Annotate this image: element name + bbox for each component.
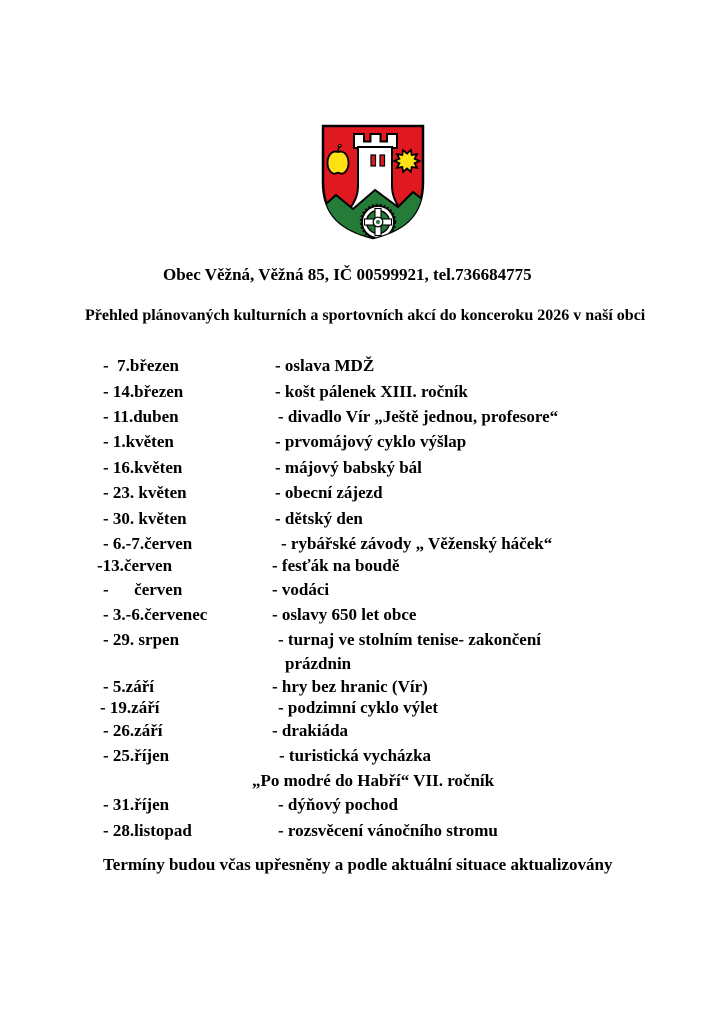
event-date: - červen [103,580,183,599]
event-row [0,457,724,478]
event-description: - obecní zájezd [275,483,383,502]
page-title: Přehled plánovaných kulturních a sportovních akcí do konceroku 2026 v naší obci [85,307,646,324]
event-row [0,533,724,554]
event-description: - májový babský bál [275,458,422,477]
footer-note: Termíny budou včas upřesněny a podle aktuální situace aktualizovány [103,855,613,874]
event-row [0,355,724,376]
municipal-coat-of-arms [318,122,428,240]
event-row [0,381,724,402]
event-row [0,745,724,766]
event-row [0,555,724,576]
event-row [0,604,724,625]
event-description: - fesťák na boudě [272,556,400,575]
event-date: - 19.září [100,698,160,717]
event-row [0,579,724,600]
event-row [0,406,724,427]
event-description: - prvomájový cyklo výšlap [275,432,467,451]
event-date: - 1.květen [103,432,174,451]
event-row [0,431,724,452]
event-row-continuation [0,653,724,674]
event-date: - 5.září [103,677,154,696]
event-description: - turnaj ve stolním tenise- zakončení [278,630,542,649]
event-date: - 16.květen [103,458,183,477]
event-date: - 23. květen [103,483,187,502]
event-description: - drakiáda [272,721,349,740]
event-date: - 6.-7.červen [103,534,193,553]
event-description: - divadlo Vír „Ještě jednou, profesore“ [278,407,559,426]
event-description: - rozsvěcení vánočního stromu [278,821,498,840]
event-row-continuation [0,770,724,791]
event-date: - 7.březen [103,356,180,375]
event-description: - vodáci [272,580,330,599]
event-row [0,794,724,815]
event-date: -13.červen [97,556,173,575]
event-description: prázdnin [285,654,352,673]
event-description: - dětský den [275,509,363,528]
event-row [0,629,724,650]
header-line: Obec Věžná, Věžná 85, IČ 00599921, tel.736684775 [163,265,532,284]
event-row [0,720,724,741]
event-description: - rybářské závody „ Věženský háček“ [281,534,553,553]
event-date: - 25.říjen [103,746,170,765]
event-date: - 31.říjen [103,795,170,814]
event-description: - dýňový pochod [278,795,398,814]
event-date: - 30. květen [103,509,187,528]
event-row [0,508,724,529]
event-date: - 28.listopad [103,821,192,840]
event-date: - 26.září [103,721,163,740]
event-description: „Po modré do Habří“ VII. ročník [252,771,495,790]
event-description: - košt pálenek XIII. ročník [275,382,468,401]
event-date: - 14.březen [103,382,184,401]
event-date: - 11.duben [103,407,179,426]
event-description: - turistická vycházka [279,746,432,765]
event-description: - oslava MDŽ [275,356,375,375]
event-row [0,676,724,697]
event-date: - 29. srpen [103,630,180,649]
event-row [0,820,724,841]
event-row [0,697,724,718]
event-date: - 3.-6.červenec [103,605,208,624]
event-description: - podzimní cyklo výlet [278,698,439,717]
event-row [0,482,724,503]
event-description: - hry bez hranic (Vír) [272,677,428,696]
event-description: - oslavy 650 let obce [272,605,417,624]
